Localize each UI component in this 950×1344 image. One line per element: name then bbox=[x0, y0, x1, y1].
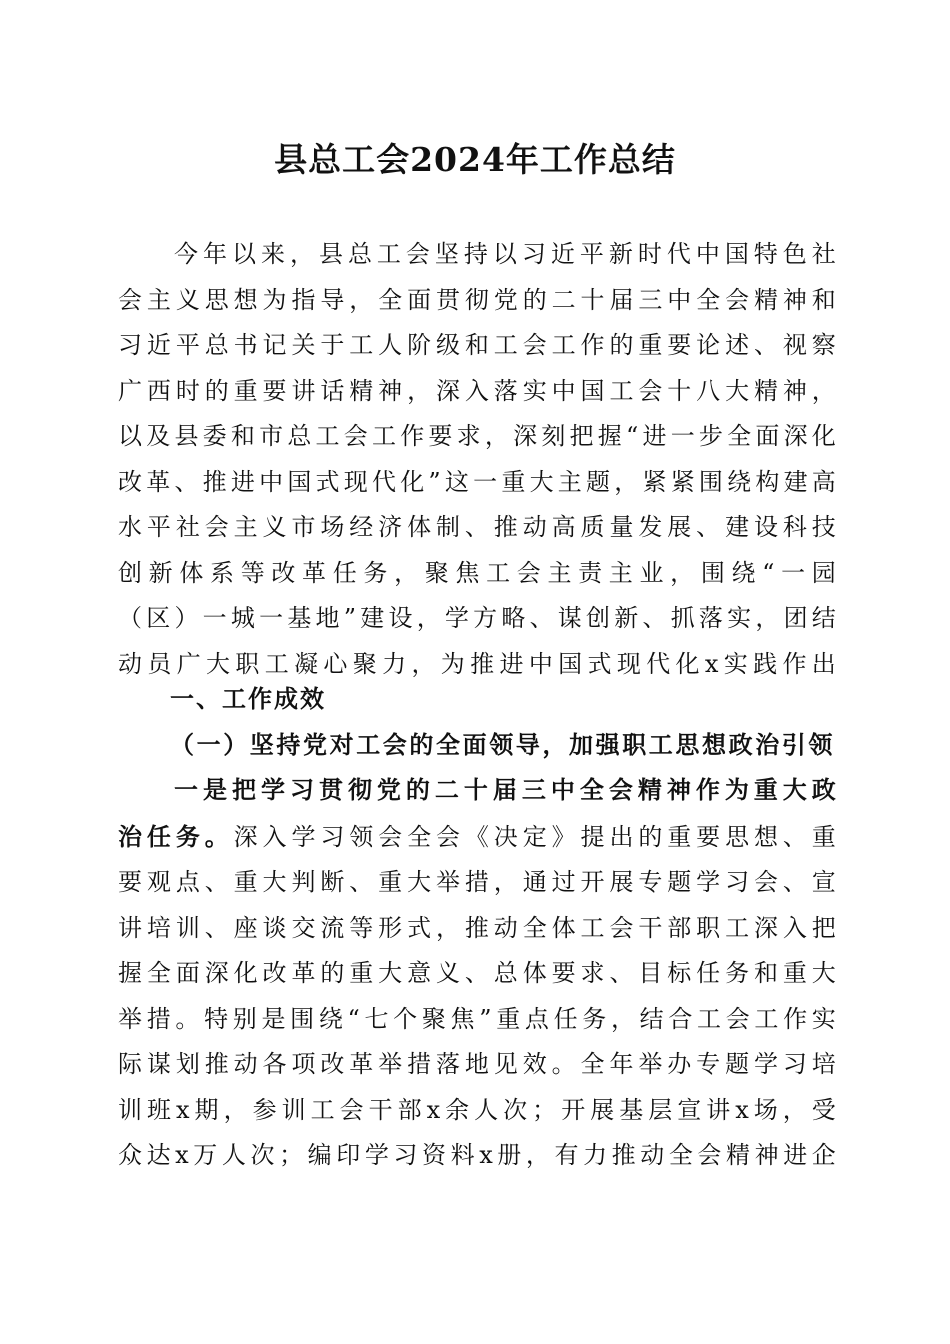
paragraph-study-plenary-spirit bbox=[118, 767, 840, 1177]
document-title: 县总工会2024年工作总结 bbox=[274, 140, 676, 179]
intro-paragraph: 今年以来，县总工会坚持以习近平新时代中国特色社会主义思想为指导，全面贯彻党的二十届三中全会精神和习近平总书记关于工人阶级和工会工作的重要论述、视察广西时的重要讲话精神，深入落实中国工会十八大精神，以及县委和市总工会工作要求，深刻把握“进一步全面深化改革、推进中国式现代化”这一重大主题，紧紧围绕构建高水平社会主义市场经济体制、推动高质量发展、建设科技创新体系等改革任务，聚焦工会主责主业，围绕“一园（区）一城一基地”建设，学方略、谋创新、抓落实，团结动员广大职工凝心聚力，为推进中国式现代化x实践作出 bbox=[118, 240, 840, 678]
paragraph-lead-sentence: 一是把学习贯彻党的二十届三中全会精神作为重大政治任务。 bbox=[118, 775, 840, 851]
section-heading-work-results: 一、工作成效 bbox=[170, 685, 326, 713]
paragraph-body-text: 深入学习领会全会《决定》提出的重要思想、重要观点、重大判断、重大举措，通过开展专题学习会、宣讲培训、座谈交流等形式，推动全体工会干部职工深入把握全面深化改革的重大意义、总体要求、目标任务和重大举措。特别是围绕“七个聚焦”重点任务，结合工会工作实际谋划推动各项改革举措落地见效。全年举办专题学习培训班x期，参训工会干部x余人次；开展基层宣讲x场，受众达x万人次；编印学习资料x册，有力推动全会精神进企 bbox=[118, 822, 840, 1169]
subsection-heading-party-leadership: （一）坚持党对工会的全面领导，加强职工思想政治引领 bbox=[170, 730, 835, 759]
